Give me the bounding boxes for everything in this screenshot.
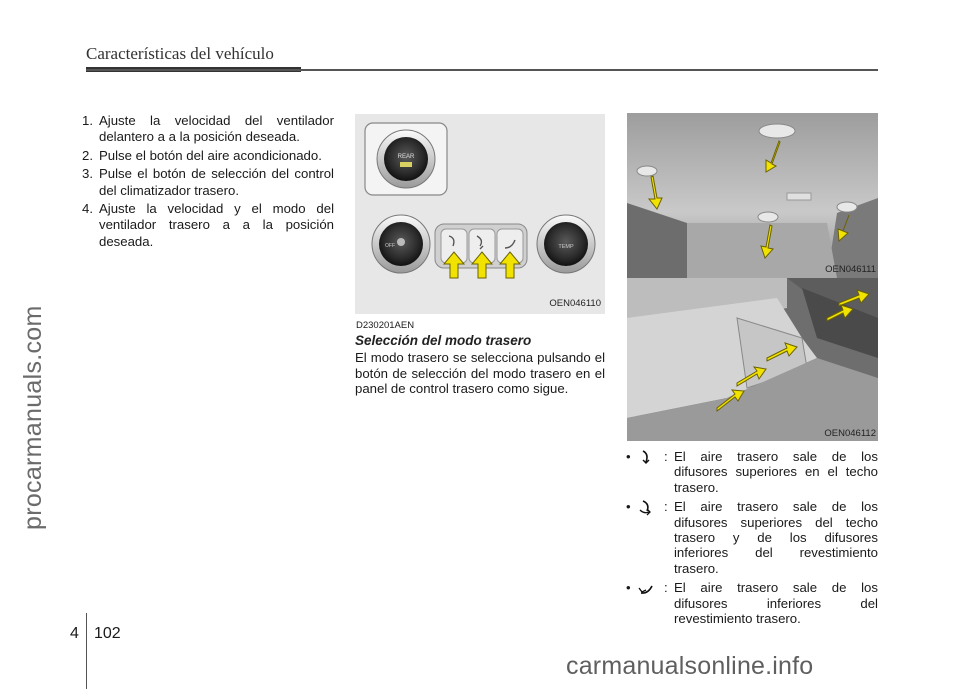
legend-bullet: •	[626, 580, 631, 596]
step-text: Ajuste la velocidad y el modo del ventilador trasero a a la posición deseada.	[99, 201, 334, 249]
footer-rule	[86, 613, 87, 689]
legend-bullet: •	[626, 499, 631, 515]
legend-colon: :	[664, 580, 668, 596]
vent-mode-legend	[626, 449, 878, 630]
page-number: 102	[94, 625, 121, 642]
watermark-left	[7, 240, 47, 530]
rear-label: REAR	[397, 154, 415, 160]
step-item	[82, 166, 334, 199]
rear-control-panel-illustration	[355, 114, 605, 314]
section-body: El modo trasero se selecciona pulsando el botón de selección del modo trasero en el panel de control trasero como sigue.	[355, 350, 605, 397]
legend-item	[626, 449, 878, 495]
roof-vents-illustration	[627, 113, 878, 278]
legend-text: El aire trasero sale de los difusores superiores del techo trasero y de los difusores inferiores del revestimiento trasero.	[674, 499, 878, 576]
legend-item	[626, 580, 878, 626]
chapter-number: 4	[70, 625, 79, 642]
section-title: Selección del modo trasero	[355, 333, 532, 348]
section-code: D230201AEN	[356, 320, 415, 331]
step-number: 3.	[82, 166, 93, 182]
lower-vent-icon	[638, 579, 656, 597]
page-header-title: Características del vehículo	[86, 44, 274, 63]
step-item	[82, 113, 334, 146]
step-text: Pulse el botón del aire acondicionado.	[99, 147, 322, 163]
lower-trim-vents-figure	[627, 278, 878, 441]
roof-vents-figure	[627, 113, 878, 278]
legend-bullet: •	[626, 449, 631, 464]
step-number: 4.	[82, 201, 93, 217]
legend-text: El aire trasero sale de los difusores superiores en el techo trasero.	[674, 449, 878, 495]
legend-colon: :	[664, 449, 668, 464]
step-text: Ajuste la velocidad del ventilador delantero a a la posición deseada.	[99, 113, 334, 145]
temp-label: TEMP	[558, 244, 574, 250]
watermark-left-text: procarmanuals.com	[19, 305, 47, 530]
legend-item	[626, 499, 878, 576]
legend-colon: :	[664, 499, 668, 515]
step-number: 2.	[82, 147, 93, 163]
rear-control-panel-figure	[355, 114, 605, 314]
watermark-bottom: carmanualsonline.info	[566, 652, 814, 680]
step-item	[82, 148, 334, 164]
step-text: Pulse el botón de selección del control del climatizador trasero.	[99, 166, 334, 198]
figure2-code: OEN046111	[825, 264, 876, 275]
off-label: OFF	[385, 243, 395, 249]
lower-trim-vents-illustration	[627, 278, 878, 441]
figure3-code: OEN046112	[824, 428, 876, 439]
step-number: 1.	[82, 113, 93, 128]
legend-text: El aire trasero sale de los difusores inferiores del revestimiento trasero.	[674, 580, 878, 627]
step-item	[82, 201, 334, 250]
upper-lower-vent-icon	[638, 498, 656, 516]
upper-vent-icon	[638, 448, 656, 466]
header-rule	[86, 69, 878, 71]
figure1-code: OEN046110	[549, 298, 601, 309]
instruction-steps	[82, 113, 334, 252]
